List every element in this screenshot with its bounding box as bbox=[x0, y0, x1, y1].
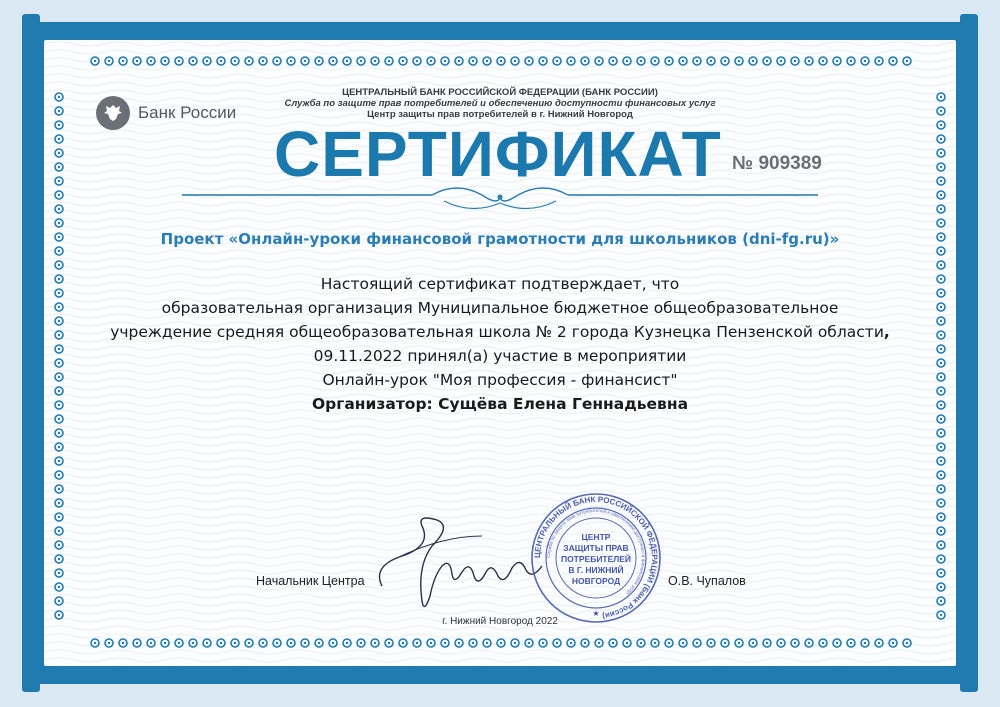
project-title: Проект «Онлайн-уроки финансовой грамотности для школьников (dni-fg.ru)» bbox=[160, 230, 840, 248]
stamp-center-line-3: ПОТРЕБИТЕЛЕЙ bbox=[560, 554, 632, 564]
stamp-ring-text: ЦЕНТРАЛЬНЫЙ БАНК РОССИЙСКОЙ ФЕДЕРАЦИИ (Банк России) bbox=[532, 494, 660, 621]
school-name-comma: , bbox=[883, 323, 890, 341]
official-stamp bbox=[528, 490, 664, 626]
stamp-center-line-4: В Г. НИЖНИЙ bbox=[568, 565, 624, 575]
ornament-top bbox=[88, 54, 912, 68]
stamp-center-line-2: ЗАЩИТЫ ПРАВ bbox=[563, 543, 629, 553]
frame-corner-tr bbox=[960, 14, 978, 46]
issuer-line-1: ЦЕНТРАЛЬНЫЙ БАНК РОССИЙСКОЙ ФЕДЕРАЦИИ (БАНК РОССИИ) bbox=[342, 87, 658, 98]
bank-logo-text: Банк России bbox=[138, 103, 237, 122]
frame-corner-br bbox=[960, 660, 978, 692]
issuer-line-2: Служба по защите прав потребителей и обеспечению доступности финансовых услуг bbox=[284, 98, 716, 109]
school-name: учреждение средняя общеобразовательная школа № 2 города Кузнецка Пензенской области bbox=[110, 323, 884, 341]
signatory-name: О.В. Чупалов bbox=[668, 574, 746, 588]
certificate-number: № 909389 bbox=[732, 153, 822, 174]
signatory-position: Начальник Центра bbox=[256, 574, 365, 588]
issue-place-year: г. Нижний Новгород 2022 bbox=[442, 616, 558, 627]
stamp-star-icon: ★ bbox=[592, 609, 600, 618]
stamp-center-line-5: НОВГОРОД bbox=[571, 576, 621, 586]
body-line-5: Онлайн-урок "Моя профессия - финансист" bbox=[322, 371, 678, 389]
flourish-divider bbox=[182, 185, 818, 215]
body-line-4: 09.11.2022 принял(а) участие в мероприятии bbox=[313, 347, 687, 365]
body-line-2: образовательная организация Муниципальное бюджетное общеобразовательное bbox=[161, 299, 839, 317]
frame-corner-tl bbox=[22, 14, 40, 46]
body-line-1: Настоящий сертификат подтверждает, что bbox=[320, 275, 680, 293]
stamp-inner-ring-text: Служба по защите прав потребителей и обеспечению доступности финансовых услуг bbox=[545, 507, 647, 597]
issuer-header bbox=[44, 87, 956, 120]
issuer-line-3: Центр защиты прав потребителей в г. Нижний Новгород bbox=[367, 109, 633, 120]
certificate-sheet bbox=[44, 40, 956, 666]
frame-corner-bl bbox=[22, 660, 40, 692]
certificate-title: СЕРТИФИКАТ bbox=[274, 118, 722, 190]
organizer-line: Организатор: Сущёва Елена Геннадьевна bbox=[311, 395, 689, 413]
certificate-body bbox=[44, 272, 956, 416]
stamp-center-line-1: ЦЕНТР bbox=[581, 532, 611, 542]
ornament-bottom bbox=[88, 636, 912, 650]
body-line-3 bbox=[44, 320, 956, 344]
